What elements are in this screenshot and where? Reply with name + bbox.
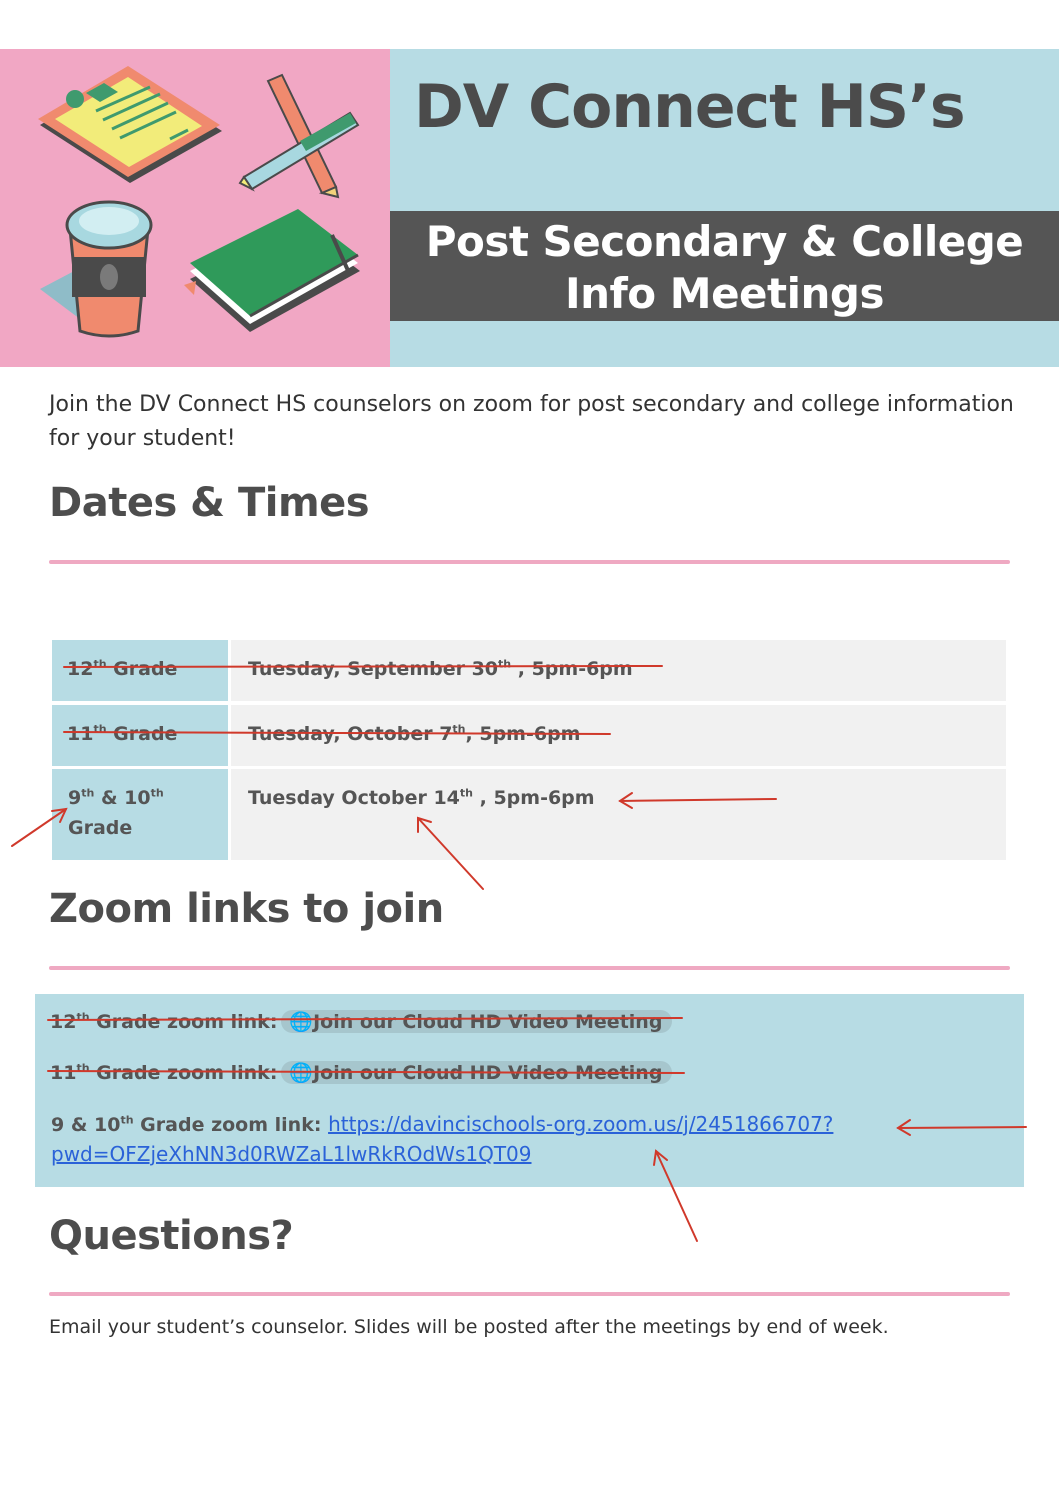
meeting-date-12: Tuesday, September 30th , 5pm-6pm xyxy=(248,657,633,680)
arrow-annotation-icon xyxy=(898,1120,1026,1135)
questions-text: Email your student’s counselor. Slides will be posted after the meetings by end of week. xyxy=(49,1316,889,1338)
dates-heading: Dates & Times xyxy=(49,480,370,526)
zoom-link-row-9-10: 9 & 10th Grade zoom link: https://davincischools-org.zoom.us/j/2451866707? xyxy=(51,1112,834,1136)
arrow-annotation-icon xyxy=(12,809,66,846)
grade-label-11: 11th Grade xyxy=(67,722,178,745)
arrow-annotation-icon xyxy=(654,1151,697,1241)
zoom-heading: Zoom links to join xyxy=(49,886,444,932)
strikethrough-line xyxy=(48,1071,684,1073)
zoom-meeting-chip-12[interactable]: 🌐Join our Cloud HD Video Meeting xyxy=(281,1010,672,1033)
subtitle-line-2: Info Meetings xyxy=(565,269,884,318)
strikethrough-line xyxy=(64,732,610,734)
zoom-url-link-continued[interactable]: pwd=OFZjeXhNN3d0RWZaL1lwRkROdWs1QT09 xyxy=(51,1142,532,1166)
grade-label-12: 12th Grade xyxy=(67,657,178,680)
meeting-date-11: Tuesday, October 7th, 5pm-6pm xyxy=(248,722,581,745)
meeting-date-9-10: Tuesday October 14th , 5pm-6pm xyxy=(248,786,595,809)
intro-text: Join the DV Connect HS counselors on zoom for post secondary and college information for your student! xyxy=(49,392,1014,451)
arrow-annotation-icon xyxy=(620,793,776,808)
arrow-annotation-icon xyxy=(418,818,483,889)
questions-heading: Questions? xyxy=(49,1213,294,1259)
strikethrough-line xyxy=(48,1018,682,1020)
strikethrough-line xyxy=(64,666,662,667)
page-title: DV Connect HS’s xyxy=(414,72,965,142)
subtitle-line-1: Post Secondary & College xyxy=(425,217,1024,266)
grade-label-9-10: 9th & 10th xyxy=(68,786,164,809)
zoom-link-row-11: 11th Grade zoom link: 🌐Join our Cloud HD Video Meeting xyxy=(50,1061,672,1084)
globe-icon: 🌐 xyxy=(289,1011,314,1033)
grade-label-9-10-line2: Grade xyxy=(68,817,133,839)
zoom-meeting-chip-11[interactable]: 🌐Join our Cloud HD Video Meeting xyxy=(281,1061,672,1084)
globe-icon: 🌐 xyxy=(289,1062,314,1084)
zoom-url-link[interactable]: https://davincischools-org.zoom.us/j/2451866707? xyxy=(328,1112,834,1136)
zoom-link-row-12: 12th Grade zoom link: 🌐Join our Cloud HD Video Meeting xyxy=(50,1010,672,1033)
